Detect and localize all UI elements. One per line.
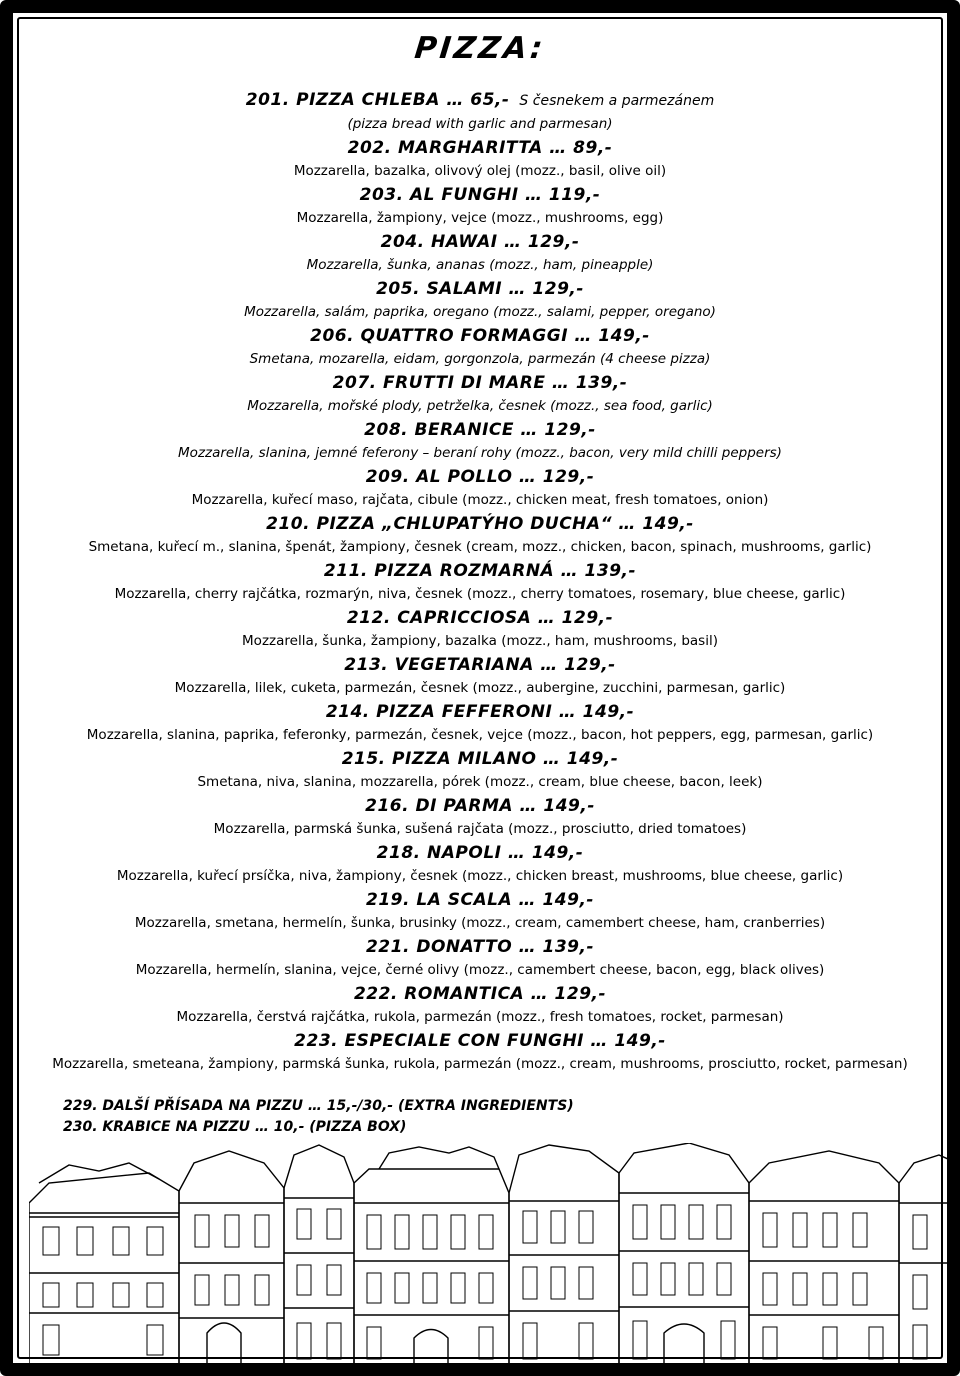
item-heading: 204. HAWAI … 129,- [380, 232, 580, 252]
item-description: Mozzarella, salám, paprika, oregano (mozz., salami, pepper, oregano) [244, 304, 716, 320]
menu-item-213 [13, 654, 947, 701]
extras-list [63, 1096, 574, 1138]
building-2 [179, 1151, 284, 1371]
townhouses-illustration [29, 1143, 957, 1375]
building-3 [284, 1145, 354, 1371]
building-4 [354, 1147, 509, 1371]
item-heading: 215. PIZZA MILANO … 149,- [341, 749, 619, 769]
item-description: Mozzarella, slanina, jemné feferony – beraní rohy (mozz., bacon, very mild chilli peppers) [178, 445, 782, 461]
menu-item-203 [13, 184, 947, 231]
item-note: S česnekem a parmezánem [519, 93, 715, 109]
item-heading [13, 89, 947, 112]
item-heading: 216. DI PARMA … 149,- [365, 796, 595, 816]
item-heading: 207. FRUTTI DI MARE … 139,- [332, 373, 628, 393]
item-name-price: 201. PIZZA CHLEBA … 65,- [245, 90, 510, 110]
item-heading: 211. PIZZA ROZMARNÁ … 139,- [323, 561, 637, 581]
windows [43, 1205, 927, 1359]
building-8 [899, 1155, 957, 1371]
item-description: Smetana, kuřecí m., slanina, špenát, žampiony, česnek (cream, mozz., chicken, bacon, spinach, mushrooms, garlic) [88, 539, 872, 555]
menu-item-204 [13, 231, 947, 278]
item-description: (pizza bread with garlic and parmesan) [347, 116, 613, 132]
item-description: Mozzarella, kuřecí maso, rajčata, cibule (mozz., chicken meat, fresh tomatoes, onion) [191, 492, 769, 508]
pizza-menu-list [13, 89, 947, 1077]
item-heading: 221. DONATTO … 139,- [365, 937, 595, 957]
item-heading: 206. QUATTRO FORMAGGI … 149,- [310, 326, 650, 346]
item-heading: 210. PIZZA „CHLUPATÝHO DUCHA“ … 149,- [266, 514, 694, 534]
menu-item-222 [13, 983, 947, 1030]
item-description: Mozzarella, parmská šunka, sušená rajčata (mozz., prosciutto, dried tomatoes) [213, 821, 747, 837]
menu-item-202 [13, 137, 947, 184]
menu-item-221 [13, 936, 947, 983]
menu-item-210 [13, 513, 947, 560]
item-heading: 205. SALAMI … 129,- [376, 279, 584, 299]
extra-ingredients-line: 229. DALŠÍ PŘÍSADA NA PIZZU … 15,-/30,- (EXTRA INGREDIENTS) [63, 1098, 574, 1114]
menu-item-206 [13, 325, 947, 372]
item-description: Mozzarella, mořské plody, petrželka, česnek (mozz., sea food, garlic) [247, 398, 713, 414]
menu-item-209 [13, 466, 947, 513]
menu-item-201 [13, 89, 947, 137]
building-6 [619, 1143, 749, 1371]
menu-item-223 [13, 1030, 947, 1077]
menu-item-214 [13, 701, 947, 748]
item-heading: 203. AL FUNGHI … 119,- [359, 185, 601, 205]
item-heading: 222. ROMANTICA … 129,- [353, 984, 607, 1004]
pizza-box-line: 230. KRABICE NA PIZZU … 10,- (PIZZA BOX) [63, 1119, 407, 1135]
building-7 [749, 1151, 899, 1371]
item-heading: 219. LA SCALA … 149,- [366, 890, 594, 910]
item-description: Smetana, niva, slanina, mozzarella, pórek (mozz., cream, blue cheese, bacon, leek) [197, 774, 763, 790]
menu-item-218 [13, 842, 947, 889]
item-description: Mozzarella, lilek, cuketa, parmezán, česnek (mozz., aubergine, zucchini, parmesan, garlic) [174, 680, 786, 696]
menu-item-215 [13, 748, 947, 795]
item-description: Mozzarella, bazalka, olivový olej (mozz., basil, olive oil) [293, 163, 667, 179]
item-description: Mozzarella, čerstvá rajčátka, rukola, parmezán (mozz., fresh tomatoes, rocket, parmesan) [176, 1009, 784, 1025]
item-heading: 209. AL POLLO … 129,- [365, 467, 595, 487]
item-description: Mozzarella, cherry rajčátka, rozmarýn, niva, česnek (mozz., cherry tomatoes, rosemary, blue cheese, garlic) [114, 586, 846, 602]
building-1 [29, 1163, 179, 1371]
menu-item-207 [13, 372, 947, 419]
item-description: Mozzarella, hermelín, slanina, vejce, černé olivy (mozz., camembert cheese, bacon, egg, black olives) [135, 962, 825, 978]
item-description: Mozzarella, žampiony, vejce (mozz., mushrooms, egg) [296, 210, 664, 226]
item-description: Mozzarella, šunka, ananas (mozz., ham, pineapple) [306, 257, 654, 273]
menu-item-211 [13, 560, 947, 607]
item-description: Mozzarella, šunka, žampiony, bazalka (mozz., ham, mushrooms, basil) [242, 633, 718, 649]
menu-item-212 [13, 607, 947, 654]
item-heading: 218. NAPOLI … 149,- [376, 843, 584, 863]
item-heading: 202. MARGHARITTA … 89,- [347, 138, 613, 158]
item-heading: 208. BERANICE … 129,- [364, 420, 596, 440]
item-heading: 214. PIZZA FEFFERONI … 149,- [325, 702, 635, 722]
menu-item-216 [13, 795, 947, 842]
item-description: Mozzarella, slanina, paprika, feferonky, parmezán, česnek, vejce (mozz., bacon, hot peppers, egg, parmesan, garlic) [86, 727, 874, 743]
item-description: Mozzarella, smeteana, žampiony, parmská šunka, rukola, parmezán (mozz., cream, mushrooms, prosciutto, rocket, parmesan) [52, 1056, 908, 1072]
menu-item-219 [13, 889, 947, 936]
page-title: PIZZA: [412, 31, 548, 66]
item-heading: 212. CAPRICCIOSA … 129,- [346, 608, 614, 628]
menu-item-205 [13, 278, 947, 325]
item-description: Mozzarella, kuřecí prsíčka, niva, žampiony, česnek (mozz., chicken breast, mushrooms, blue cheese, garlic) [116, 868, 844, 884]
item-heading: 223. ESPECIALE CON FUNGHI … 149,- [294, 1031, 666, 1051]
item-heading: 213. VEGETARIANA … 129,- [344, 655, 616, 675]
menu-item-208 [13, 419, 947, 466]
item-description: Mozzarella, smetana, hermelín, šunka, brusinky (mozz., cream, camembert cheese, ham, cranberries) [134, 915, 826, 931]
building-5 [509, 1145, 619, 1371]
item-description: Smetana, mozarella, eidam, gorgonzola, parmezán (4 cheese pizza) [249, 351, 711, 367]
